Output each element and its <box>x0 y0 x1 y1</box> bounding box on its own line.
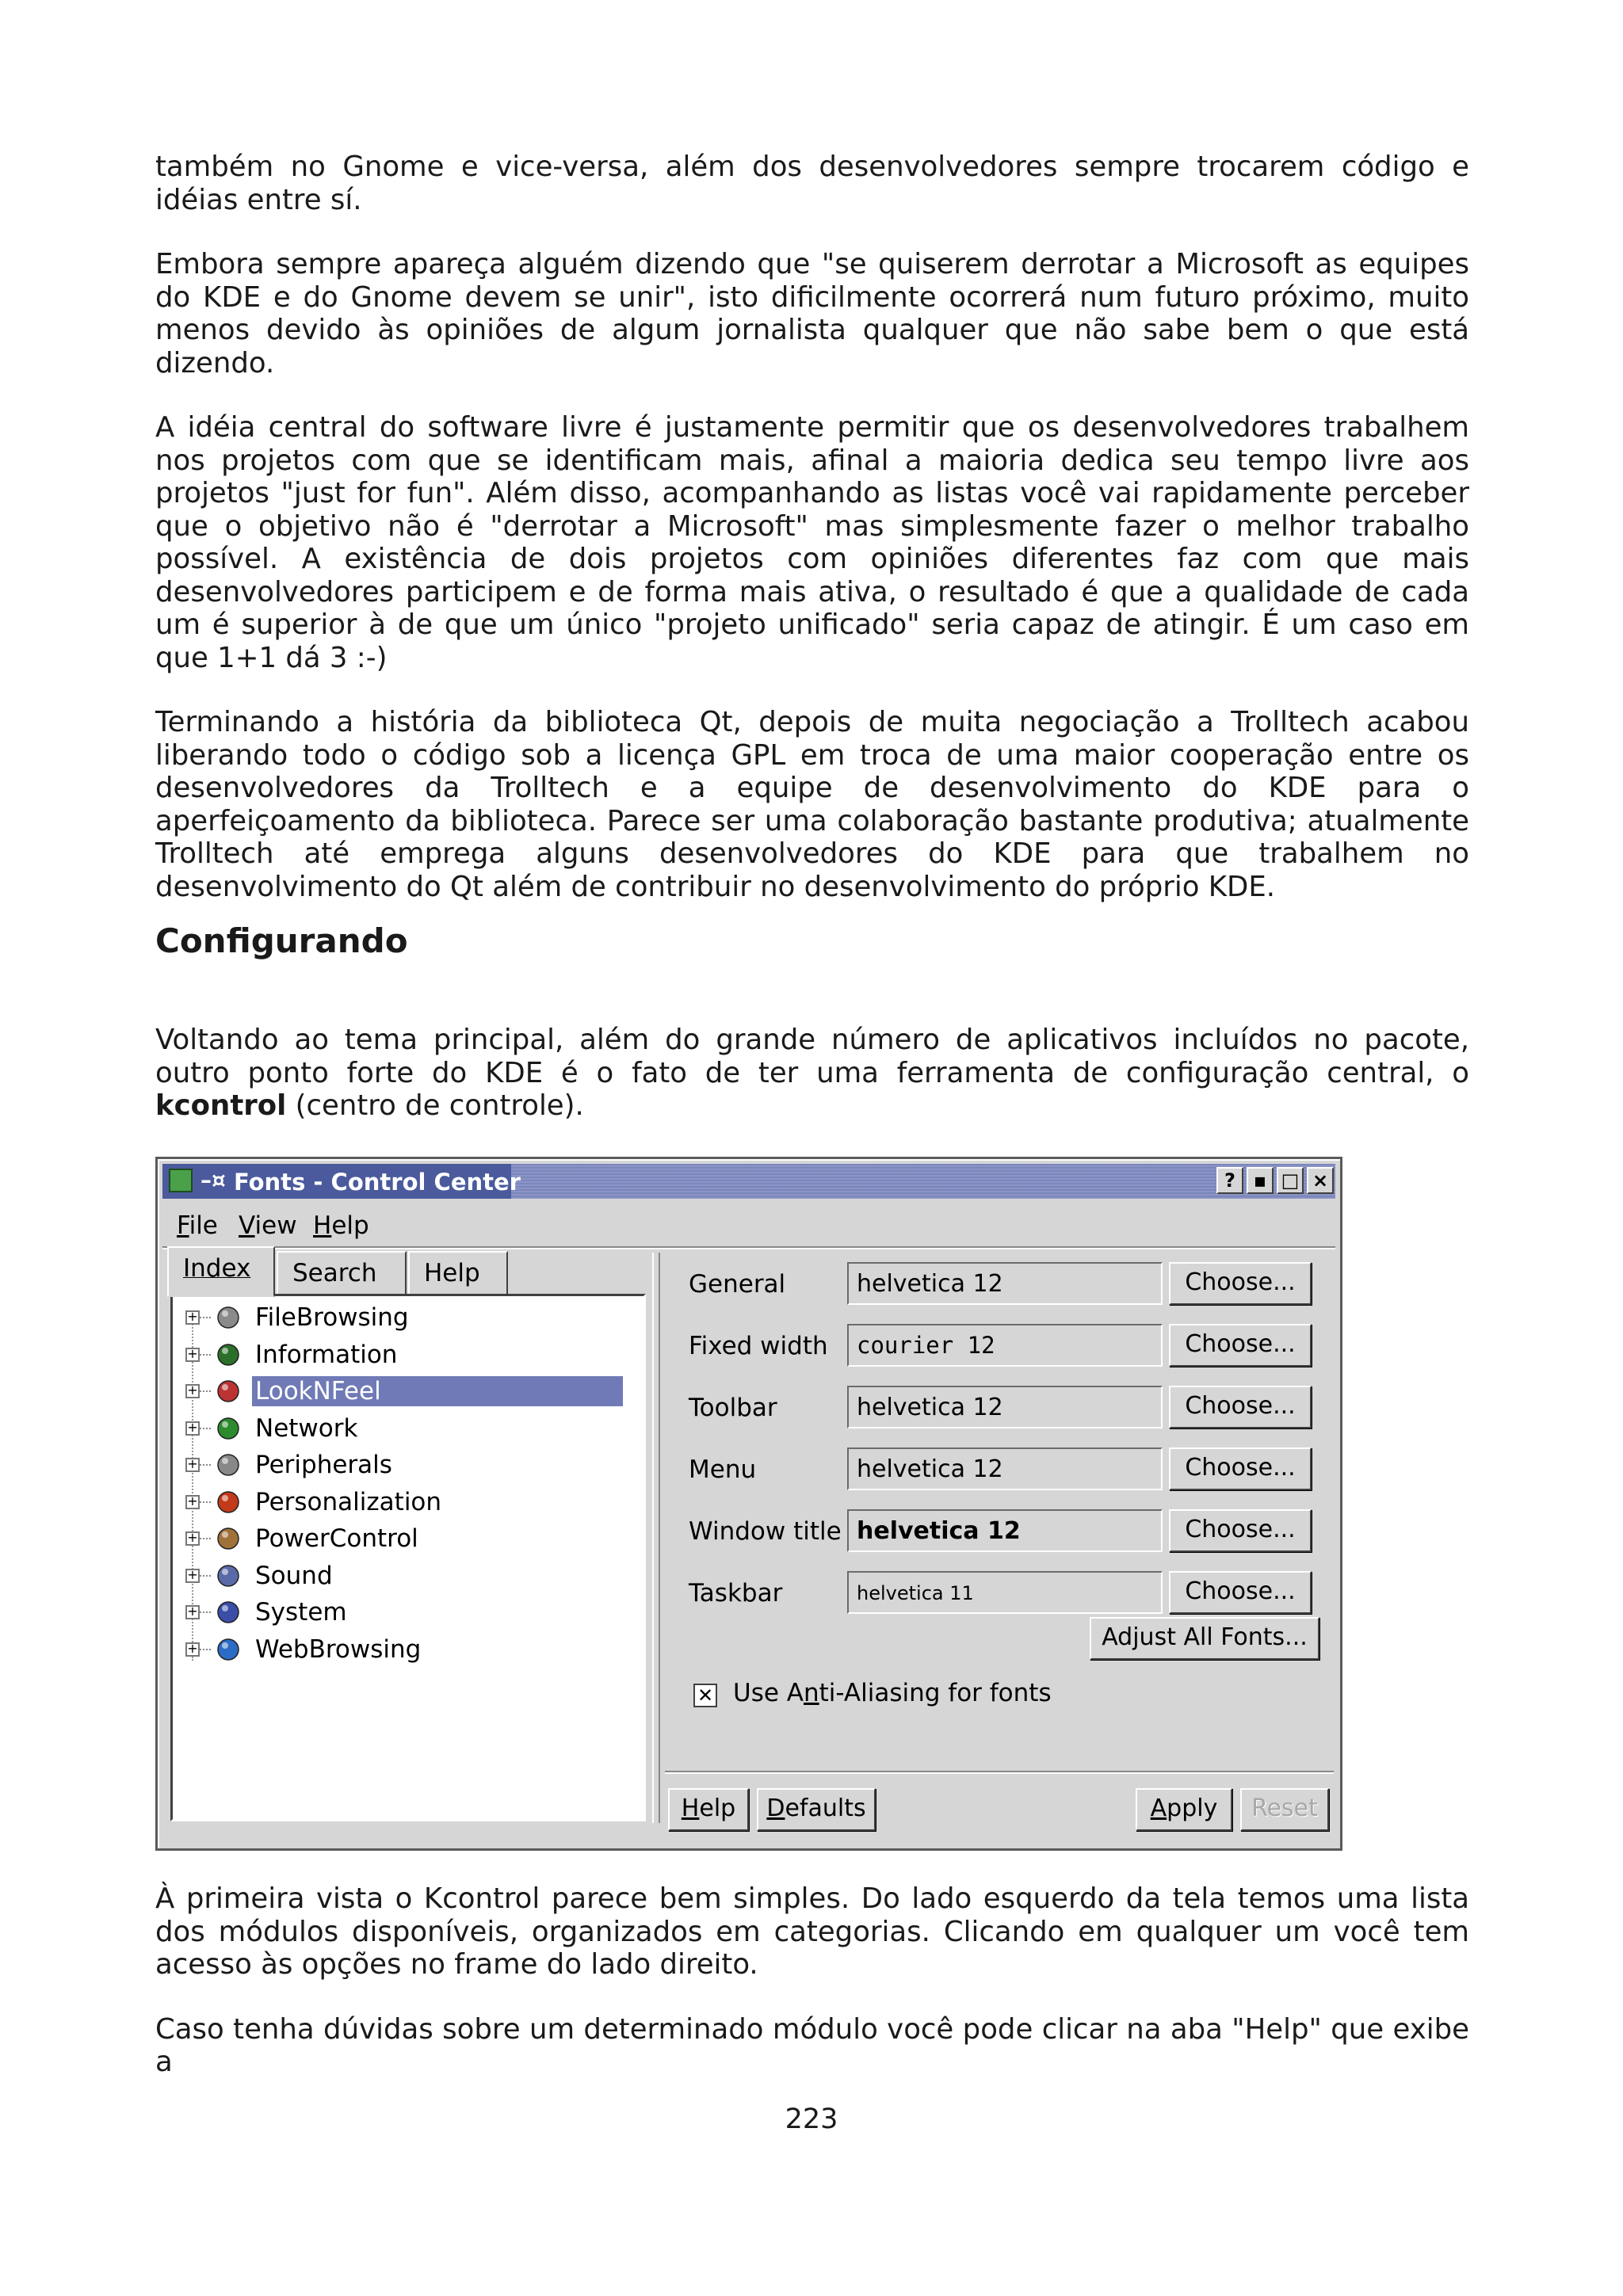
module-tree[interactable] <box>170 1294 646 1821</box>
font-value-5: helvetica 11 <box>847 1571 1163 1614</box>
choose-button[interactable]: Choose... <box>1169 1447 1312 1490</box>
peripherals-icon <box>214 1451 242 1478</box>
tree-item-filebrowsing[interactable] <box>173 1301 643 1334</box>
control-center-window <box>155 1157 1342 1851</box>
font-label-1: Fixed width <box>689 1332 828 1360</box>
power-control-icon <box>214 1525 242 1552</box>
font-value-0: helvetica 12 <box>847 1262 1163 1305</box>
font-label-3: Menu <box>689 1455 757 1484</box>
menu-bar <box>162 1203 1335 1245</box>
title-bar[interactable] <box>162 1164 1335 1199</box>
choose-button[interactable]: Choose... <box>1169 1386 1312 1428</box>
file-browsing-icon <box>214 1304 242 1331</box>
tree-item-label: Peripherals <box>255 1451 392 1479</box>
tree-item-label: Network <box>255 1413 358 1443</box>
tree-item-webbrowsing[interactable] <box>173 1633 643 1666</box>
tree-item-label: LookNFeel <box>252 1376 623 1406</box>
expand-icon[interactable]: + <box>185 1421 200 1436</box>
expand-icon[interactable]: + <box>185 1642 200 1657</box>
expand-icon[interactable]: + <box>185 1531 200 1546</box>
choose-button[interactable]: Choose... <box>1169 1509 1312 1552</box>
choose-button[interactable]: Choose... <box>1169 1571 1312 1614</box>
system-icon <box>214 1599 242 1626</box>
choose-button[interactable]: Choose... <box>1169 1324 1312 1367</box>
close-button[interactable]: × <box>1307 1167 1334 1194</box>
expand-icon[interactable]: + <box>185 1384 200 1398</box>
tab-index[interactable]: Index <box>167 1246 275 1297</box>
panel-splitter[interactable] <box>652 1253 660 1823</box>
body-text-bottom <box>155 1882 1469 2111</box>
adjust-all-fonts-button[interactable]: Adjust All Fonts... <box>1090 1617 1319 1660</box>
maximize-button[interactable]: □ <box>1277 1167 1304 1194</box>
tree-item-label: WebBrowsing <box>255 1634 422 1664</box>
kcontrol-term: kcontrol <box>155 1089 287 1122</box>
defaults-button[interactable]: Defaults <box>757 1788 876 1831</box>
menu-help[interactable]: Help <box>313 1211 369 1240</box>
antialias-checkbox[interactable]: ✕ <box>693 1684 717 1707</box>
tab-help[interactable]: Help <box>408 1251 508 1295</box>
tab-search[interactable]: Search <box>277 1251 407 1295</box>
tree-item-label: Sound <box>255 1561 333 1590</box>
window-title: Fonts - Control Center <box>234 1169 521 1196</box>
tree-item-powercontrol[interactable] <box>173 1522 643 1555</box>
information-icon <box>214 1341 242 1368</box>
tree-item-information[interactable] <box>173 1338 643 1371</box>
expand-icon[interactable]: + <box>185 1348 200 1362</box>
expand-icon[interactable]: + <box>185 1605 200 1619</box>
menu-file[interactable]: File <box>177 1211 218 1240</box>
tree-item-network[interactable] <box>173 1412 643 1445</box>
font-value-1: courier 12 <box>847 1324 1163 1367</box>
tree-item-looknfeel[interactable] <box>173 1375 643 1408</box>
font-label-0: General <box>689 1270 786 1299</box>
app-icon[interactable] <box>169 1169 193 1192</box>
paragraph-4: Terminando a história da biblioteca Qt, depois de muita negociação a Trolltech acabou liberando todo o código sob a licença GPL em troca de uma maior cooperação entre os desenvolvedores da Trolltech e a equipe de desenvolvimento do KDE para o aperfeiçoamento da biblioteca. Parece ser uma colaboração bastante produtiva; atualmente Trolltech até emprega alguns desenvolvedores do KDE para que trabalhem no desenvolvimento do Qt além de contribuir no desenvolvimento do próprio KDE. <box>155 706 1469 903</box>
antialias-label[interactable]: Use Anti-Aliasing for fonts <box>733 1679 1052 1707</box>
section-heading: Configurando <box>155 921 408 960</box>
look-n-feel-icon <box>214 1378 242 1405</box>
tree-item-personalization[interactable] <box>173 1486 643 1519</box>
font-label-4: Window title <box>689 1517 842 1546</box>
menu-view[interactable]: View <box>239 1211 297 1240</box>
tree-item-label: PowerControl <box>255 1524 418 1553</box>
sound-icon <box>214 1562 242 1589</box>
network-icon <box>214 1415 242 1442</box>
tree-item-label: FileBrowsing <box>255 1303 409 1332</box>
personalization-icon <box>214 1489 242 1516</box>
font-value-3: helvetica 12 <box>847 1447 1163 1490</box>
paragraph-3: A idéia central do software livre é justamente permitir que os desenvolvedores trabalhem nos projetos com que se identificam mais, afinal a maioria dedica seu tempo livre aos projetos "just for fun". Além disso, acompanhando as listas você vai rapidamente perceber que o objetivo não é "derrotar a Microsoft" mas simplesmente fazer o melhor trabalho possível. A existência de dois projetos com opiniões diferentes faz com que mais desenvolvedores participem e de forma mais ativa, o resultado é que a qualidade de cada um é superior à de que um único "projeto unificado" seria capaz de atingir. É um caso em que 1+1 dá 3 :-) <box>155 411 1469 674</box>
tree-item-label: System <box>255 1598 347 1627</box>
paragraph-5: À primeira vista o Kcontrol parece bem simples. Do lado esquerdo da tela temos uma lista dos módulos disponíveis, organizados em categorias. Clicando em qualquer um você tem acesso às opções no frame do lado direito. <box>155 1882 1469 1981</box>
help-button[interactable]: Help <box>668 1788 749 1831</box>
expand-icon[interactable]: + <box>185 1569 200 1583</box>
sticky-icon[interactable]: –¤ <box>200 1167 226 1193</box>
font-value-2: helvetica 12 <box>847 1386 1163 1428</box>
choose-button[interactable]: Choose... <box>1169 1262 1312 1305</box>
minimize-button[interactable]: ▪ <box>1247 1167 1274 1194</box>
web-browsing-icon <box>214 1636 242 1663</box>
tree-item-system[interactable] <box>173 1596 643 1629</box>
tree-item-label: Information <box>255 1340 398 1369</box>
expand-icon[interactable]: + <box>185 1458 200 1472</box>
font-value-4: helvetica 12 <box>847 1509 1163 1552</box>
reset-button[interactable]: Reset <box>1240 1788 1329 1831</box>
font-label-5: Taskbar <box>689 1579 783 1608</box>
paragraph-6: Caso tenha dúvidas sobre um determinado módulo você pode clicar na aba "Help" que exibe a <box>155 2012 1469 2078</box>
tree-item-label: Personalization <box>255 1487 442 1516</box>
body-text-top <box>155 151 1469 935</box>
paragraph-2: Embora sempre apareça alguém dizendo que "se quiserem derrotar a Microsoft as equipes do KDE e do Gnome devem se unir", isto dificilmente ocorrerá num futuro próximo, muito menos devido às opiniões de algum jornalista qualquer que não sabe bem o que está dizendo. <box>155 248 1469 379</box>
page-number: 223 <box>785 2103 838 2135</box>
expand-icon[interactable]: + <box>185 1495 200 1509</box>
paragraph-1: também no Gnome e vice-versa, além dos desenvolvedores sempre trocarem código e idéias entre sí. <box>155 151 1469 216</box>
tree-item-peripherals[interactable] <box>173 1448 643 1482</box>
intro-paragraph: Voltando ao tema principal, além do grande número de aplicativos incluídos no pacote, outro ponto forte do KDE é o fato de ter uma ferramenta de configuração central, o kcontrol (centro de controle). <box>155 1024 1469 1122</box>
expand-icon[interactable]: + <box>185 1310 200 1325</box>
font-label-2: Toolbar <box>689 1394 777 1422</box>
apply-button[interactable]: Apply <box>1136 1788 1232 1831</box>
help-title-button[interactable]: ? <box>1216 1167 1243 1194</box>
tree-item-sound[interactable] <box>173 1559 643 1592</box>
